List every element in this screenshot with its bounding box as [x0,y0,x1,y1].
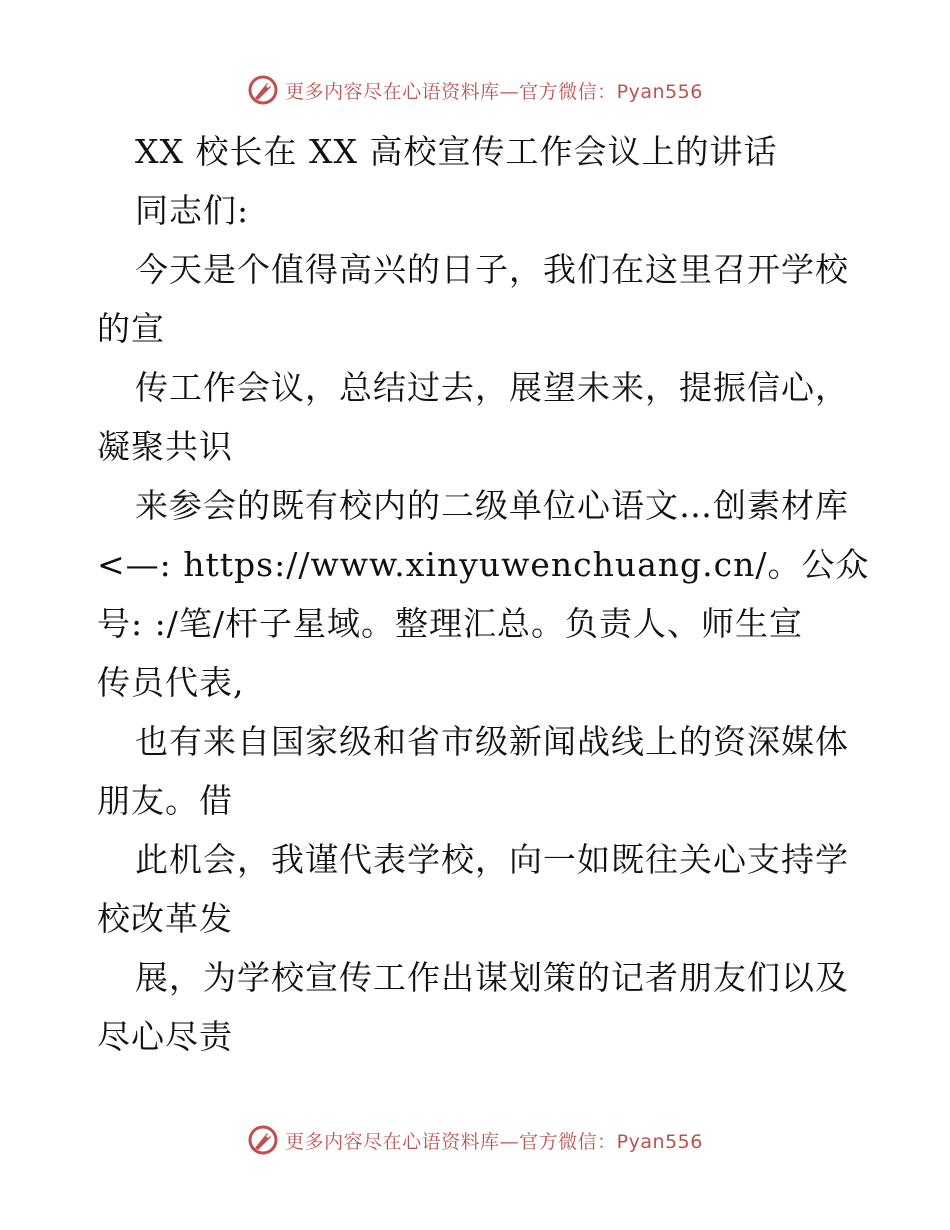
paragraph-line: 来参会的既有校内的二级单位心语文…创素材库 [135,486,849,525]
footer-banner [0,1120,950,1160]
pen-nib-circle-icon [247,74,279,106]
banner-site-text: 更多内容尽在心语资料库— [285,1130,520,1153]
paragraph-line: 朋友。借 [97,781,233,820]
paragraph-line: 今天是个值得高兴的日子，我们在这里召开学校 [135,250,849,289]
document-body [97,122,870,1066]
paragraph-line: 号: :/笔/杆子星域。整理汇总。负责人、师生宣 [97,604,803,643]
paragraph-line: 此机会，我谨代表学校，向一如既往关心支持学 [135,840,849,879]
paragraph-line: 传员代表, [97,663,245,702]
paragraph-line: 传工作会议，总结过去，展望未来，提振信心， [135,368,849,407]
paragraph-line: 的宣 [97,309,165,348]
banner-text [285,1127,703,1154]
paragraph-line: 校改革发 [97,899,233,938]
document-title: XX 校长在 XX 高校宣传工作会议上的讲话 [135,132,778,171]
paragraph-line: 凝聚共识 [97,427,233,466]
paragraph-line: 也有来自国家级和省市级新闻战线上的资深媒体 [135,722,849,761]
banner-wechat-text: 官方微信：Pyan556 [519,80,703,103]
header-banner [0,70,950,110]
banner-text [285,77,703,104]
paragraph-line: 尽心尽责 [97,1017,233,1056]
paragraph-line: <—: https://www.xinyuwenchuang.cn/。公众 [97,545,870,584]
banner-site-text: 更多内容尽在心语资料库— [285,80,520,103]
banner-wechat-text: 官方微信：Pyan556 [519,1130,703,1153]
paragraph-line: 同志们: [135,191,250,230]
pen-nib-circle-icon [247,1124,279,1156]
paragraph-line: 展，为学校宣传工作出谋划策的记者朋友们以及 [135,958,849,997]
